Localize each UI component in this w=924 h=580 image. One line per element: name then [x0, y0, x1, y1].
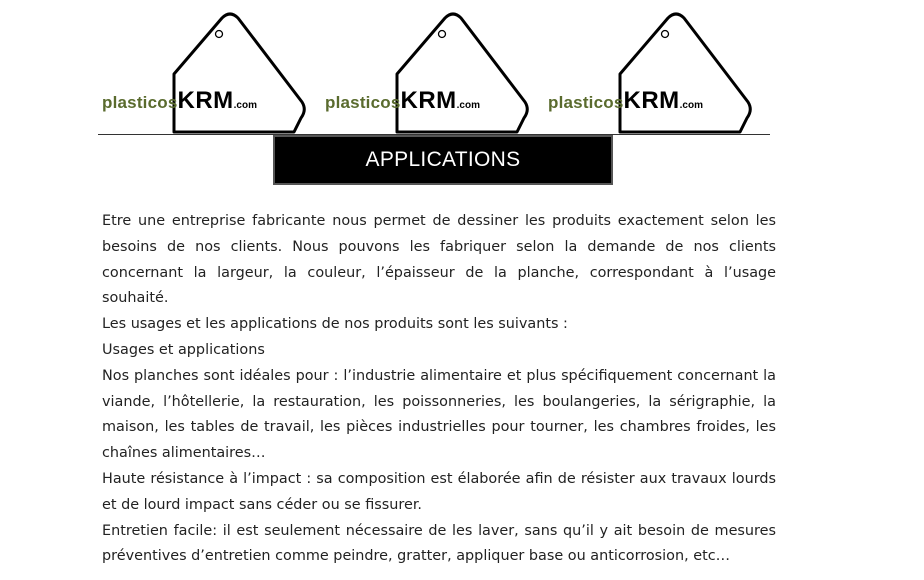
cutting-board-tag-icon — [98, 8, 313, 136]
logo-suffix: .com — [679, 100, 703, 111]
logo-wordmark — [325, 87, 480, 115]
cutting-board-tag-icon — [321, 8, 536, 136]
logo-wordmark — [548, 87, 703, 115]
brand-logo — [321, 8, 536, 136]
logo-suffix: .com — [456, 100, 480, 111]
logo-prefix: plasticos — [102, 93, 178, 112]
logo-name: KRM — [177, 87, 234, 114]
intro-paragraph: Etre une entreprise fabricante nous permet de dessiner les produits exactement selon les besoins de nos clients. Nous pouvons les fabriquer selon la demande de nos clients concernant la largeur, la couleur, l’épaisseur de la planche, correspondant à l’usage souhaité. — [102, 213, 776, 307]
uses-heading: Usages et applications — [102, 341, 265, 358]
section-title-banner: APPLICATIONS — [273, 135, 613, 185]
brand-logo — [98, 8, 313, 136]
brand-logo — [544, 8, 759, 136]
body-text — [102, 209, 776, 570]
easy-maintenance-paragraph: Entretien facile: il est seulement nécessaire de les laver, sans qu’il y ait besoin de mesures préventives d’entretien comme peindre, gratter, appliquer base ou anticorrosion, etc… — [102, 522, 776, 565]
logo-prefix: plasticos — [548, 93, 624, 112]
impact-resistance-paragraph: Haute résistance à l’impact : sa composition est élaborée afin de résister aux travaux lourds et de lourd impact sans céder ou se fissurer. — [102, 470, 776, 513]
cutting-board-tag-icon — [544, 8, 759, 136]
logo-name: KRM — [400, 87, 457, 114]
uses-intro-paragraph: Les usages et les applications de nos produits sont les suivants : — [102, 316, 568, 333]
ideal-for-paragraph: Nos planches sont idéales pour : l’industrie alimentaire et plus spécifiquement concernant la viande, l’hôtellerie, la restauration, les poissonneries, les boulangeries, la sérigraphie, la maison, les tables de travail, les pièces industrielles pour tourner, les chambres froides, les chaînes alimentaires… — [102, 367, 776, 462]
logo-prefix: plasticos — [325, 93, 401, 112]
logo-wordmark — [102, 87, 257, 115]
logo-name: KRM — [623, 87, 680, 114]
logo-suffix: .com — [233, 100, 257, 111]
